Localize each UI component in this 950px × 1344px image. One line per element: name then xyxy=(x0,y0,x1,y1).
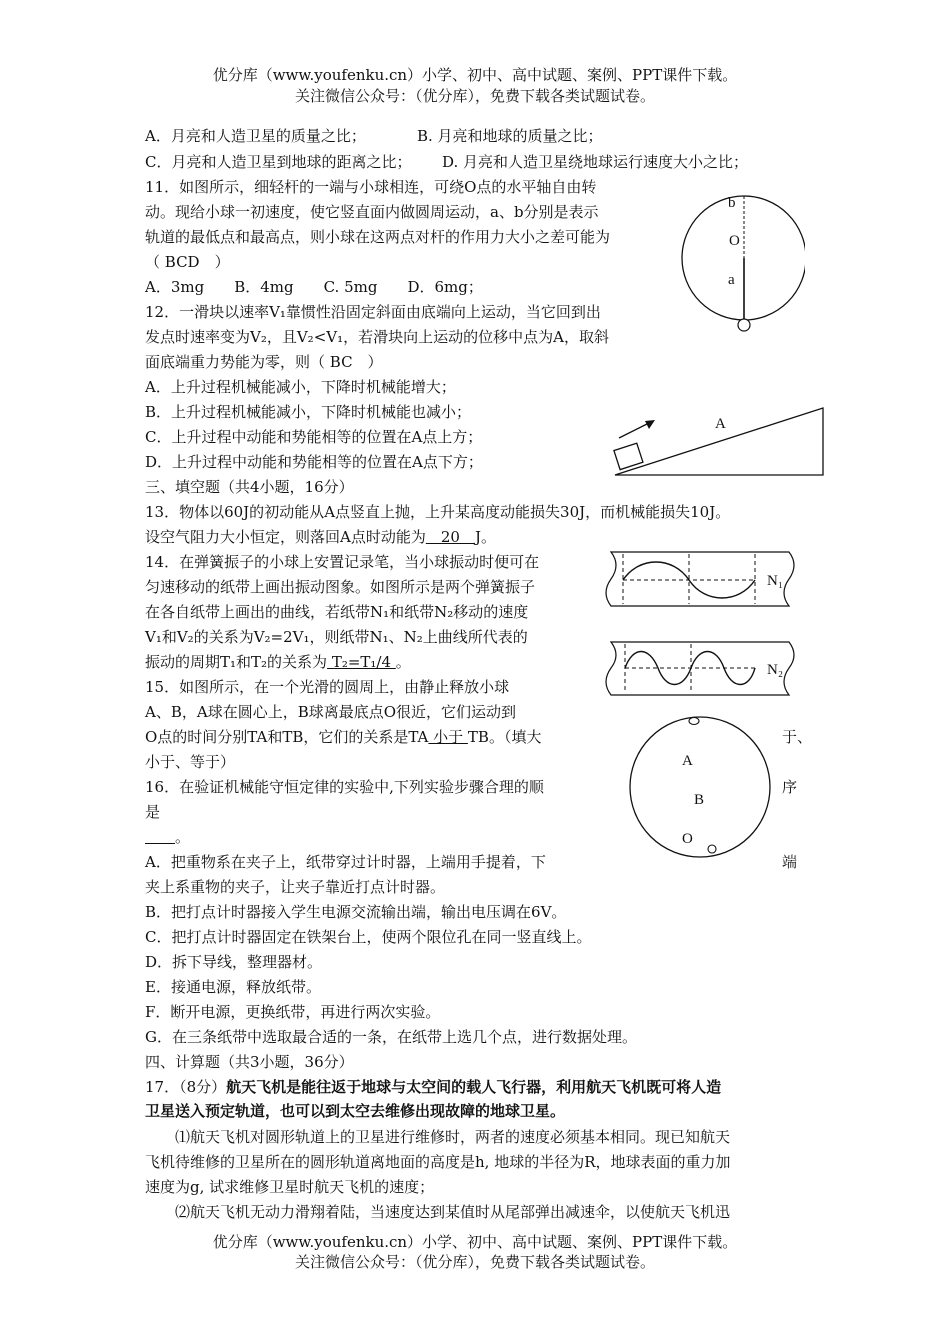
q15-line-4: 小于、等于） xyxy=(145,753,236,771)
q15-circle-figure xyxy=(620,712,780,860)
q16-option-a: A．把重物系在夹子上，纸带穿过计时器，上端用手提着，下 xyxy=(145,853,546,871)
q16-option-c: C．把打点计时器固定在铁架台上，使两个限位孔在同一竖直线上。 xyxy=(145,928,592,946)
q12-label-a: A xyxy=(715,416,726,432)
q16-option-f: F．断开电源，更换纸带，再进行两次实验。 xyxy=(145,1003,441,1021)
q13-line-1: 13．物体以60J的初动能从A点竖直上抛，上升某高度动能损失30J，而机械能损失10J。 xyxy=(145,503,731,521)
q12-line-1: 12．一滑块以速率V₁靠惯性沿固定斜面由底端向上运动，当它回到出 xyxy=(145,303,601,321)
section-3-title: 三、填空题（共4小题，16分） xyxy=(145,478,354,496)
q12-line-2: 发点时速率变为V₂，且V₂<V₁，若滑块向上运动的位移中点为A，取斜 xyxy=(145,328,609,346)
q15-line-3-right: 于、 xyxy=(782,728,813,746)
q16-option-b: B．把打点计时器接入学生电源交流输出端，输出电压调在6V。 xyxy=(145,903,567,921)
q16-answer-blank xyxy=(145,828,175,846)
q16-option-g: G．在三条纸带中选取最合适的一条，在纸带上选几个点，进行数据处理。 xyxy=(145,1028,637,1046)
q12-line-3: 面底端重力势能为零，则（ BC ） xyxy=(145,353,383,371)
q12-option-b: B．上升过程机械能减小，下降时机械能也减小； xyxy=(145,403,472,421)
header-line-1: 优分库（www.youfenku.cn）小学、初中、高中试题、案例、PPT课件下载。 xyxy=(212,66,738,84)
q16-option-a-cont: 夹上系重物的夹子，让夹子靠近打点计时器。 xyxy=(145,878,446,896)
q15-answer: 小于 xyxy=(428,728,468,746)
tape-n1-label: N₁ xyxy=(767,573,784,589)
q16-line-1-right: 序 xyxy=(782,778,798,796)
q15-line-2: A、B，A球在圆心上，B球离最底点O很近，它们运动到 xyxy=(145,703,517,721)
q15-label-o: O xyxy=(682,831,693,847)
q17-part1-line-3: 速度为g, 试求维修卫星时航天飞机的速度； xyxy=(145,1178,435,1196)
q11-line-3: 轨道的最低点和最高点，则小球在这两点对杆的作用力大小之差可能为 xyxy=(145,228,611,246)
q11-figure xyxy=(675,180,805,340)
q15-line-3: O点的时间分别TA和TB，它们的关系是TA 小于 TB。（填大 xyxy=(145,728,542,746)
q12-option-d: D．上升过程中动能和势能相等的位置在A点下方； xyxy=(145,453,483,471)
q11-ball xyxy=(738,319,750,331)
q14-line-1: 14．在弹簧振子的小球上安置记录笔，当小球振动时便可在 xyxy=(145,553,540,571)
q15-top-ball xyxy=(689,718,699,725)
q15-circle xyxy=(630,717,770,857)
q10-option-d: D. 月亮和人造卫星绕地球运行速度大小之比； xyxy=(442,153,749,171)
q11-line-1: 11．如图所示，细轻杆的一端与小球相连，可绕O点的水平轴自由转 xyxy=(145,178,597,196)
header-line-2: 关注微信公众号：（优分库），免费下载各类试题试卷。 xyxy=(294,87,655,105)
q17-part2-line-1: ⑵航天飞机无动力滑翔着陆，当速度达到某值时从尾部弹出减速伞，以使航天飞机迅 xyxy=(175,1203,731,1221)
q16-line-2: 是 xyxy=(145,803,161,821)
slider-block xyxy=(614,443,643,469)
q17-part1-line-2: 飞机待维修的卫星所在的圆形轨道离地面的高度是h, 地球的半径为R，地球表面的重力加 xyxy=(145,1153,731,1171)
q13-answer: 20 xyxy=(425,528,475,546)
q14-line-3: 在各自纸带上画出的曲线，若纸带N₁和纸带N₂移动的速度 xyxy=(145,603,529,621)
footer-line-2: 关注微信公众号：（优分库），免费下载各类试题试卷。 xyxy=(294,1253,655,1271)
q11-options: A．3mg B．4mg C. 5mg D．6mg； xyxy=(145,278,483,296)
q16-line-1: 16．在验证机械能守恒定律的实验中,下列实验步骤合理的顺 xyxy=(145,778,544,796)
q10-option-c: C．月亮和人造卫星到地球的距离之比； xyxy=(145,153,412,171)
q16-option-e: E．接通电源，释放纸带。 xyxy=(145,978,321,996)
q17-heading-cont: 卫星送入预定轨道，也可以到太空去维修出现故障的地球卫星。 xyxy=(145,1102,566,1120)
q12-option-c: C．上升过程中动能和势能相等的位置在A点上方； xyxy=(145,428,483,446)
q17-heading: 17．（8分）航天飞机是能往返于地球与太空间的载人飞行器，利用航天飞机既可将人造 xyxy=(145,1078,722,1096)
q14-line-2: 匀速移动的纸带上画出振动图象。如图所示是两个弹簧振子 xyxy=(145,578,536,596)
q15-label-a: A xyxy=(682,753,693,769)
q15-label-b: B xyxy=(694,792,705,808)
q15-ball-b xyxy=(708,845,716,853)
velocity-arrow xyxy=(619,422,651,438)
q12-option-a: A．上升过程机械能减小，下降时机械能增大； xyxy=(145,378,456,396)
q11-label-o: O xyxy=(729,233,740,249)
q16-option-d: D．拆下导线，整理器材。 xyxy=(145,953,323,971)
q11-line-4: （ BCD ） xyxy=(145,253,230,271)
q17-part1-line-1: ⑴航天飞机对圆形轨道上的卫星进行维修时，两者的速度必须基本相同。现已知航天 xyxy=(175,1128,731,1146)
q11-label-a: a xyxy=(728,272,735,288)
q13-line-2: 设空气阻力大小恒定，则落回A点时动能为 20 J。 xyxy=(145,528,496,546)
q16-line-3: 。 xyxy=(145,827,190,847)
q15-line-1: 15．如图所示，在一个光滑的圆周上，由静止释放小球 xyxy=(145,678,510,696)
q16-option-a-right: 端 xyxy=(782,853,798,871)
q14-line-4: V₁和V₂的关系为V₂=2V₁，则纸带N₁、N₂上曲线所代表的 xyxy=(145,628,528,646)
q10-option-b: B. 月亮和地球的质量之比； xyxy=(417,127,603,145)
q11-line-2: 动。现给小球一初速度，使它竖直面内做圆周运动，a、b分别是表示 xyxy=(145,203,599,221)
q14-line-5: 振动的周期T₁和T₂的关系为 T₂=T₁/4 。 xyxy=(145,653,411,671)
q10-option-a: A．月亮和人造卫星的质量之比； xyxy=(145,127,366,145)
q14-tape-figure xyxy=(603,548,803,700)
section-4-title: 四、计算题（共3小题，36分） xyxy=(145,1053,354,1071)
tape-n2-label: N₂ xyxy=(767,662,784,678)
q11-label-b: b xyxy=(728,195,736,211)
q14-answer: T₂=T₁/4 xyxy=(327,653,396,671)
tape-n1-frame xyxy=(606,552,794,606)
footer-line-1: 优分库（www.youfenku.cn）小学、初中、高中试题、案例、PPT课件下载。 xyxy=(212,1233,738,1251)
q12-incline-figure xyxy=(605,400,830,480)
